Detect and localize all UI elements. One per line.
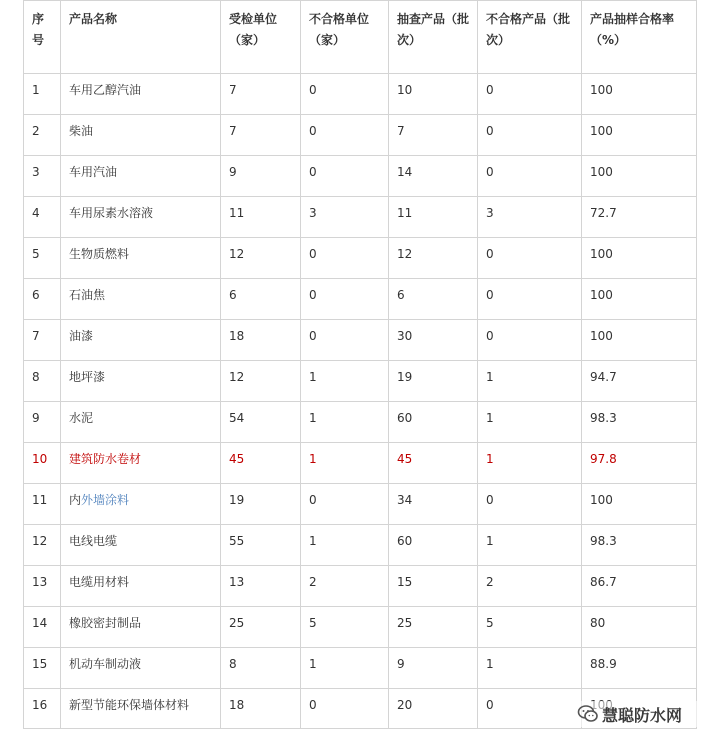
table-cell: 12 [389,238,478,279]
table-cell: 生物质燃料 [61,238,221,279]
table-cell: 9 [389,648,478,689]
table-cell: 100 [582,115,697,156]
table-cell: 80 [582,607,697,648]
table-cell: 5 [301,607,389,648]
table-cell: 25 [221,607,301,648]
table-row [24,443,697,484]
table-cell: 1 [478,361,582,402]
table-cell: 2 [24,115,61,156]
table-cell: 0 [301,279,389,320]
table-row [24,525,697,566]
table-row [24,402,697,443]
table-cell: 0 [301,484,389,525]
table-row [24,320,697,361]
table-cell: 1 [478,648,582,689]
table-row [24,238,697,279]
table-cell: 18 [221,320,301,361]
table-cell: 7 [24,320,61,361]
table-cell: 30 [389,320,478,361]
table-row [24,115,697,156]
table-cell: 13 [221,566,301,607]
table-cell: 6 [24,279,61,320]
table-cell: 54 [221,402,301,443]
table-cell: 油漆 [61,320,221,361]
table-row [24,361,697,402]
table-cell: 19 [389,361,478,402]
table-cell: 1 [478,402,582,443]
table-cell: 100 [582,156,697,197]
header-cell: 不合格产品（批次） [478,1,582,74]
table-cell: 0 [301,238,389,279]
table-cell: 16 [24,689,61,729]
table-cell: 25 [389,607,478,648]
table-row [24,566,697,607]
table-cell: 1 [301,525,389,566]
header-cell: 不合格单位（家） [301,1,389,74]
table-cell: 水泥 [61,402,221,443]
table-cell: 15 [24,648,61,689]
table-cell: 100 [582,279,697,320]
table-cell: 0 [478,320,582,361]
table-cell: 10 [24,443,61,484]
table-cell: 11 [389,197,478,238]
header-cell: 产品名称 [61,1,221,74]
table-row [24,279,697,320]
table-cell: 98.3 [582,402,697,443]
table-cell: 45 [221,443,301,484]
table-cell: 20 [389,689,478,729]
table-cell: 100 [582,238,697,279]
table-cell: 新型节能环保墙体材料 [61,689,221,729]
table-cell: 12 [221,361,301,402]
table-cell: 0 [301,689,389,729]
table-cell: 14 [24,607,61,648]
table-cell: 60 [389,525,478,566]
table-cell: 3 [301,197,389,238]
table-cell: 0 [478,689,582,729]
table-cell: 1 [301,443,389,484]
table-cell: 车用乙醇汽油 [61,74,221,115]
table-cell: 9 [221,156,301,197]
table-cell: 8 [221,648,301,689]
table-cell: 18 [221,689,301,729]
table-row [24,197,697,238]
table-cell: 97.8 [582,443,697,484]
table-cell: 柴油 [61,115,221,156]
table-cell: 55 [221,525,301,566]
table-cell: 1 [478,443,582,484]
table-cell: 13 [24,566,61,607]
table-cell: 60 [389,402,478,443]
table-cell: 0 [478,279,582,320]
table-cell: 2 [478,566,582,607]
table-cell: 7 [389,115,478,156]
table-cell: 12 [221,238,301,279]
table-cell: 3 [478,197,582,238]
table-cell: 0 [478,74,582,115]
table-cell: 86.7 [582,566,697,607]
table-cell: 100 [582,74,697,115]
table-cell: 1 [301,361,389,402]
table-cell-text-prefix: 内 [69,493,82,507]
table-cell: 11 [221,197,301,238]
table-cell: 4 [24,197,61,238]
table-cell: 0 [301,115,389,156]
table-cell: 34 [389,484,478,525]
inspection-table [23,0,697,729]
table-cell: 98.3 [582,525,697,566]
header-cell: 序号 [24,1,61,74]
table-cell: 0 [478,156,582,197]
table-cell: 5 [24,238,61,279]
table-cell: 建筑防水卷材 [61,443,221,484]
header-cell: 产品抽样合格率（%） [582,1,697,74]
table-cell: 0 [301,156,389,197]
table-cell: 5 [478,607,582,648]
table-cell: 0 [301,320,389,361]
table-header-row [24,1,697,74]
header-cell: 受检单位（家） [221,1,301,74]
table-cell: 12 [24,525,61,566]
table-cell: 橡胶密封制品 [61,607,221,648]
table-cell: 9 [24,402,61,443]
table-row [24,74,697,115]
table-row [24,156,697,197]
table-cell: 14 [389,156,478,197]
table-cell: 15 [389,566,478,607]
table-cell: 车用尿素水溶液 [61,197,221,238]
table-cell: 1 [478,525,582,566]
table-cell: 3 [24,156,61,197]
table-cell: 石油焦 [61,279,221,320]
table-row [24,648,697,689]
table-cell-text-link: 外墙涂料 [81,493,130,507]
watermark [577,701,705,727]
table-cell: 1 [301,402,389,443]
table-cell: 100 [582,484,697,525]
table-cell: 0 [478,484,582,525]
table-cell: 0 [301,74,389,115]
table-cell: 45 [389,443,478,484]
table-cell: 7 [221,115,301,156]
table-cell: 车用汽油 [61,156,221,197]
table-cell: 10 [389,74,478,115]
table-cell: 6 [389,279,478,320]
table-row [24,607,697,648]
header-cell: 抽查产品（批次） [389,1,478,74]
table-cell: 6 [221,279,301,320]
table-cell: 机动车制动液 [61,648,221,689]
table-cell: 2 [301,566,389,607]
table-cell: 11 [24,484,61,525]
table-cell: 19 [221,484,301,525]
table-cell: 电缆用材料 [61,566,221,607]
table-cell: 地坪漆 [61,361,221,402]
table-cell: 1 [24,74,61,115]
table-cell: 8 [24,361,61,402]
table-row [24,484,697,525]
watermark-text: 慧聪防水网 [602,705,683,725]
table-cell: 0 [478,115,582,156]
table-cell: 0 [478,238,582,279]
table-cell: 88.9 [582,648,697,689]
table-cell: 100 [582,320,697,361]
wechat-icon [577,703,599,725]
table-cell [61,484,221,525]
table-cell: 72.7 [582,197,697,238]
table-cell: 94.7 [582,361,697,402]
table-cell: 1 [301,648,389,689]
table-cell: 7 [221,74,301,115]
table-cell: 电线电缆 [61,525,221,566]
